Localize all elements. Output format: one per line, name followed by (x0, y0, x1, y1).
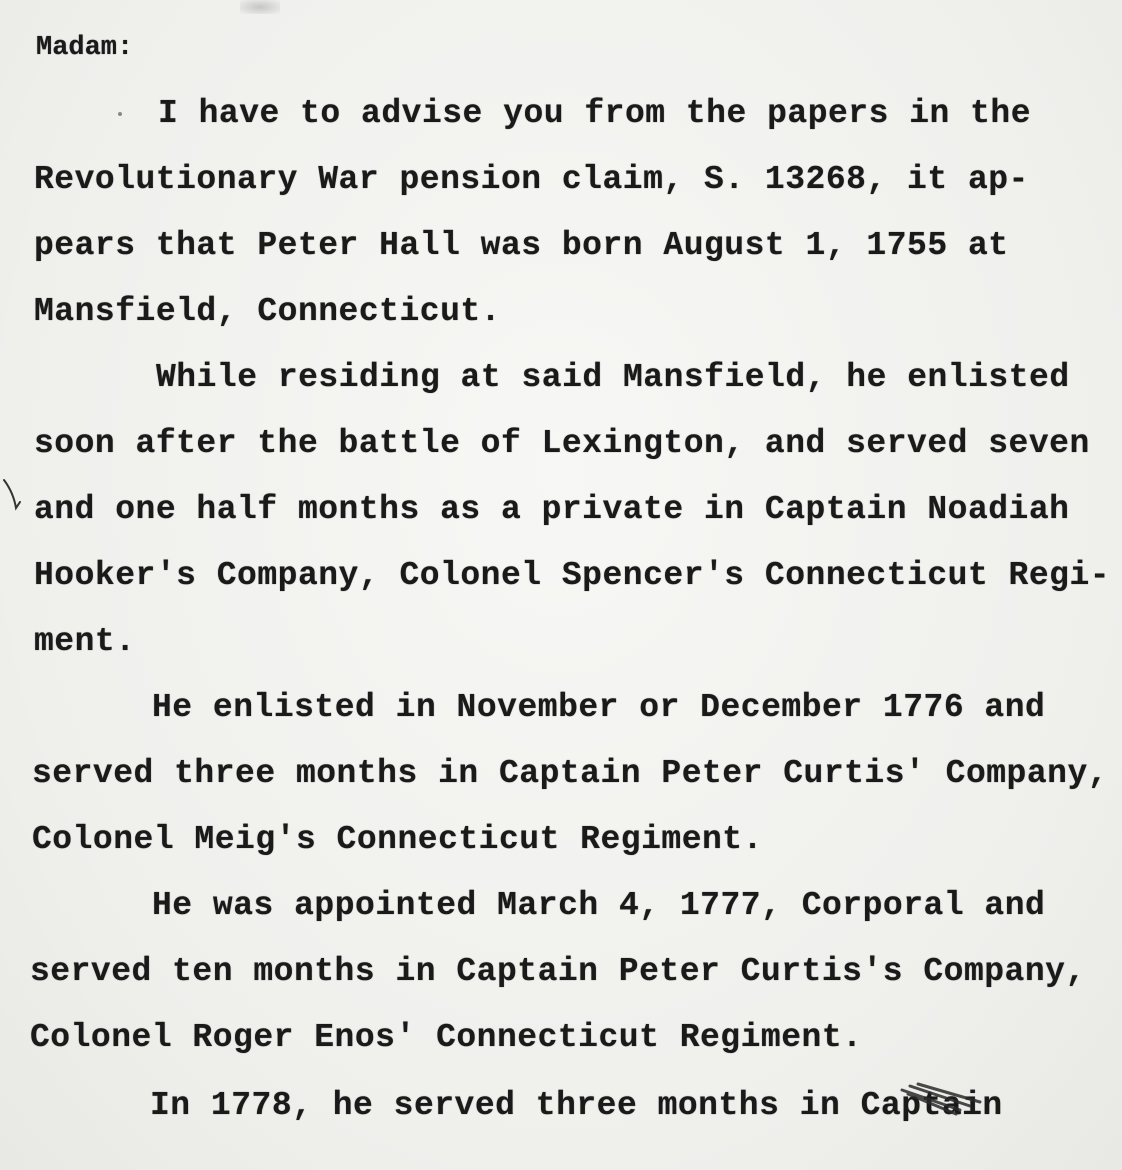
letter-line: In 1778, he served three months in Captain (150, 1087, 1003, 1124)
letter-line: Colonel Roger Enos' Connecticut Regiment. (30, 1019, 863, 1056)
letter-line: Revolutionary War pension claim, S. 13268, it ap- (34, 161, 1029, 198)
letter-line: pears that Peter Hall was born August 1, 1755 at (34, 227, 1009, 264)
letter-line: He was appointed March 4, 1777, Corporal and (152, 887, 1046, 924)
letter-line: served ten months in Captain Peter Curtis's Company, (30, 953, 1086, 990)
letter-line: Hooker's Company, Colonel Spencer's Connecticut Regi- (34, 557, 1111, 594)
letter-line: I have to advise you from the papers in the (158, 95, 1032, 132)
letter-line: and one half months as a private in Captain Noadiah (34, 491, 1070, 528)
letter-line: He enlisted in November or December 1776 and (152, 689, 1046, 726)
margin-check-mark-icon (0, 478, 24, 514)
smudge-mark (240, 0, 280, 14)
letter-line: Colonel Meig's Connecticut Regiment. (32, 821, 763, 858)
letter-line: Mansfield, Connecticut. (34, 293, 501, 330)
letter-line: served three months in Captain Peter Curtis' Company, (32, 755, 1109, 792)
letter-line: soon after the battle of Lexington, and served seven (34, 425, 1090, 462)
letter-line: ment. (34, 623, 136, 660)
salutation: Madam: (36, 33, 134, 63)
ink-scribble-icon (900, 1080, 990, 1120)
dot-mark (118, 112, 122, 116)
letter-line: While residing at said Mansfield, he enlisted (156, 359, 1070, 396)
